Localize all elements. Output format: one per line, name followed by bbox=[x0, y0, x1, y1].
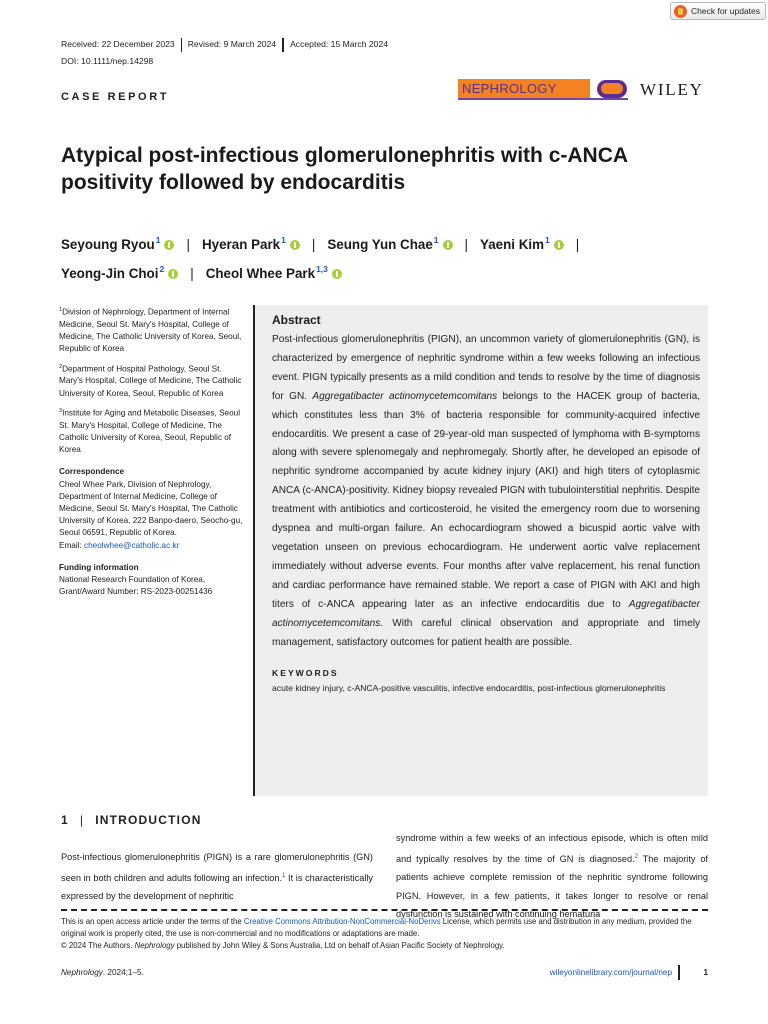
article-title: Atypical post-infectious glomerulonephritis with c-ANCA positivity followed by endocarditis bbox=[61, 144, 628, 194]
orcid-icon[interactable] bbox=[290, 240, 300, 250]
author[interactable]: Seung Yun Chae$^1$ bbox=[327, 237, 452, 252]
section-heading-introduction: 1 | INTRODUCTION bbox=[61, 813, 202, 827]
journal-url-link[interactable]: wileyonlinelibrary.com/journal/nep bbox=[549, 968, 672, 977]
accepted-date: Accepted: 15 March 2024 bbox=[282, 38, 394, 52]
orcid-icon[interactable] bbox=[554, 240, 564, 250]
affiliation: $^3$Institute for Aging and Metabolic Diseases, Seoul St. Mary's Hospital, College of Medicine, The Catholic University of Korea, Seoul, Republic of Korea bbox=[59, 407, 241, 455]
abstract-text: Post-infectious glomerulonephritis (PIGN), an uncommon variety of glomerulonephritis (GN), is characterized by emergence of nephritic syndrome within a few weeks following an infectious event. PIGN typically presents as a mild condition and tends to resolve by the time of diagnosis for GN. Aggregatibacter actinomycetemcomitans belongs to the HACEK group of bacteria, which constitutes less than 3% of bacteria responsible for community-acquired infective endocarditis. We present a case of 29-year-old man suspected of lymphoma with B-symptoms along with severe splenomegaly and nephromegaly. Shortly after, he developed an episode of nephritic syndrome accompanied by acute kidney injury (AKI) and high titers of cytoplasmic ANCA (c-ANCA)-positivity. Kidney biopsy revealed PIGN with tubulointerstitial nephritis. Despite treatment with antibiotics and corticosteroid, he visited the emergency room due to worsening dyspnea and multi-organ failure. An echocardiogram showed a bicuspid aortic valve with vegetation unseen on previous echocardiogram. He underwent aortic valve replacement immediately without adverse events. Four months after valve replacement, his renal function and cardiac performance have remained stable. We report a case of PIGN with AKI and high titers of c-ANCA appearing later as an infective endocarditis due to Aggregatibacter actinomycetemcomitans. With careful clinical observation and appropriate and timely management, satisfactory outcomes for patient health are possible. bbox=[272, 334, 700, 648]
check-updates-icon bbox=[674, 5, 687, 18]
article-dates bbox=[61, 38, 394, 52]
affiliation: $^2$Department of Hospital Pathology, Seoul St. Mary's Hospital, College of Medicine, The Catholic University of Korea, Seoul, Republic of Korea bbox=[59, 363, 242, 398]
email-link[interactable]: cheolwhee@catholic.ac.kr bbox=[84, 540, 180, 550]
correspondence-email: Email: cheolwhee@catholic.ac.kr bbox=[59, 540, 180, 550]
footnote-divider bbox=[61, 909, 708, 911]
funding-heading: Funding information bbox=[59, 562, 139, 572]
author-separator: | bbox=[186, 237, 190, 252]
funding-text: National Research Foundation of Korea, Grant/Award Number: RS-2023-00251436 bbox=[59, 575, 213, 597]
intro-text-column-1: Post-infectious glomerulonephritis (PIGN) is a rare glomerulonephritis (GN) seen in both children and adults following an infection.$^1$ It is characteristically expressed by the development of nephritic bbox=[61, 852, 373, 902]
revised-date: Revised: 9 March 2024 bbox=[181, 38, 282, 52]
intro-text-column-2: syndrome within a few weeks of an infectious episode, which is often mild and typically resolves by the time of GN is diagnosed.$^2$ The majority of patients achieve complete remission of the nephritic syndrome following PIGN. However, in a few patients, it takes longer to resolve or renal dysfunction is sustained with continuing hematuria bbox=[396, 833, 708, 920]
article-info-column bbox=[59, 304, 245, 598]
keywords-heading: KEYWORDS bbox=[272, 668, 339, 679]
affiliation: $^1$Division of Nephrology, Department of Internal Medicine, Seoul St. Mary's Hospital, College of Medicine, The Catholic University of Korea, Seoul, Republic of Korea bbox=[59, 307, 242, 354]
correspondence-text: Cheol Whee Park, Division of Nephrology, Department of Internal Medicine, College of Medicine, Seoul St. Mary's Hospital, The Catholic University of Korea, 222 Banpo-daero, Seocho-gu, Seoul 06591, Republic of Korea. bbox=[59, 479, 243, 538]
reference-link[interactable]: 2 bbox=[634, 853, 638, 860]
reference-link[interactable]: 1 bbox=[282, 872, 286, 879]
author[interactable]: Yeong-Jin Choi$^2$ bbox=[61, 266, 178, 281]
orcid-icon[interactable] bbox=[443, 240, 453, 250]
author-separator: | bbox=[311, 237, 316, 252]
abstract-box bbox=[253, 305, 708, 796]
society-logo-icon bbox=[597, 80, 627, 98]
license-notice: This is an open access article under the terms of the Creative Commons Attribution-NonCommercial-NoDerivs License, which permits use and distribution in any medium, provided the original work is properly cited, the use is non-commercial and no modifications or adaptations are made. © 2024 The Authors. Nephrology published by John Wiley & Sons Australia, Ltd on behalf of Asian Pacific Society of Nephrology. bbox=[61, 917, 692, 951]
author[interactable]: Hyeran Park$^1$ bbox=[202, 237, 300, 252]
correspondence-heading: Correspondence bbox=[59, 467, 125, 477]
author[interactable]: Yaeni Kim$^1$ bbox=[480, 237, 564, 252]
received-date: Received: 22 December 2023 bbox=[61, 39, 175, 49]
keywords-list: acute kidney injury, c-ANCA-positive vasculitis, infective endocarditis, post-infectious glomerulonephritis bbox=[272, 683, 666, 694]
orcid-icon[interactable] bbox=[164, 240, 174, 250]
footer-divider bbox=[678, 965, 680, 980]
check-for-updates-button[interactable] bbox=[670, 2, 766, 20]
page-number: 1 bbox=[703, 968, 708, 977]
author[interactable]: Seyoung Ryou$^1$ bbox=[61, 237, 174, 252]
orcid-icon[interactable] bbox=[168, 269, 178, 279]
author-separator: | bbox=[575, 237, 580, 252]
check-updates-label: Check for updates bbox=[691, 6, 760, 16]
page-footer bbox=[61, 965, 708, 981]
journal-name: NEPHROLOGY bbox=[458, 79, 590, 98]
doi[interactable]: DOI: 10.1111/nep.14298 bbox=[61, 56, 154, 66]
author-separator: | bbox=[464, 237, 468, 252]
abstract-heading: Abstract bbox=[272, 313, 321, 327]
author-separator: | bbox=[190, 266, 194, 281]
article-type: CASE REPORT bbox=[61, 91, 170, 103]
author[interactable]: Cheol Whee Park$^{1,3}$ bbox=[206, 266, 342, 281]
footer-citation: Nephrology. 2024;1–5. bbox=[61, 968, 144, 977]
orcid-icon[interactable] bbox=[332, 269, 342, 279]
journal-banner[interactable] bbox=[458, 78, 628, 100]
author-list bbox=[61, 228, 701, 286]
publisher-logo[interactable]: WILEY bbox=[640, 80, 704, 99]
license-link[interactable]: Creative Commons Attribution-NonCommercial-NoDerivs bbox=[243, 917, 441, 926]
